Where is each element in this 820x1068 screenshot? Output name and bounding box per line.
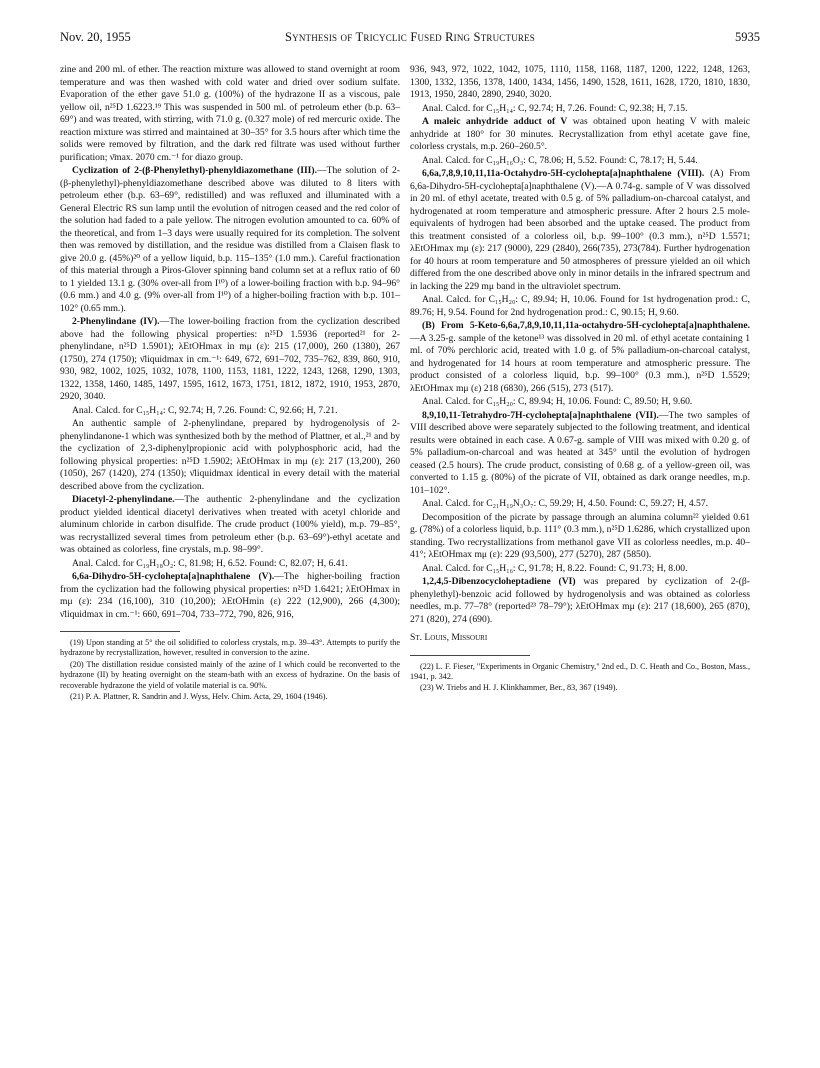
paragraph <box>60 165 400 315</box>
paragraph <box>60 571 400 621</box>
header-title: Synthesis of Tricyclic Fused Ring Structures <box>284 30 536 44</box>
paragraph: An authentic sample of 2-phenylindane, prepared by hydrogenolysis of 2-phenylindanone-1 which was synthesized both by the method of Plattner, et al.,²¹ and by the cyclization of 2,3-diphenylpropionic acid with polyphosphoric acid, had the following physical properties: n²⁵D 1.5902; λEtOHmax in mμ (ε): 217 (13,200), 260 (1050), 267 (1420), 274 (1350); ν̄liquidmax identical in every detail with the material described above from the cyclization. <box>60 418 400 492</box>
footnote: (19) Upon standing at 5° the oil solidified to colorless crystals, m.p. 39–43°. Attempts to purify the hydrazone by recrystallization, however, resulted in conversion to the azine. <box>60 638 400 658</box>
analysis-line: Anal. Calcd. for C₂₁H₁₉N₃O₇: C, 59.29; H, 4.50. Found: C, 59.27; H, 4.57. <box>422 498 709 509</box>
paragraph-body: was obtained upon heating V with maleic anhydride at 180° for 30 minutes. Recrystallization from ethyl acetate gave fine, colorless crystals, m.p. 260–260.5°. <box>410 116 750 152</box>
section-heading: 1,2,4,5-Dibenzocycloheptadiene (VI) <box>422 576 576 587</box>
paragraph <box>60 316 400 404</box>
page-number: 5935 <box>735 30 760 44</box>
paragraph <box>60 494 400 557</box>
section-heading: Diacetyl-2-phenylindane. <box>72 494 175 505</box>
paragraph-body: —The two samples of VIII described above were separately subjected to the following treatment, and identical results were obtained in each case. A 0.67-g. sample of VIII was mixed with 0.20 g. of 5% palladium-on-charcoal and was heated at 345° until the evolution of hydrogen ceased (2.5 hours). The crude product, consisting of 0.68 g. of a yellow-green oil, was converted to 1.15 g. (80%) of the picrate of VII, obtained as dark orange needles, m.p. 101–102°. <box>410 409 751 496</box>
paragraph-body: —A 3.25-g. sample of the ketone¹³ was dissolved in 20 ml. of ethyl acetate containing 1 ml. of 70% perchloric acid, treated with 1.0 g. of 5% palladium-on-charcoal catalyst, and hydrogenated for 14 hours at room temperature and atmospheric pressure. The product consisted of a colorless liquid, b.p. 99–100° (0.3 mm.), n²⁵D 1.5529; λEtOHmax mμ (ε) 218 (6830), 266 (515), 273 (517). <box>410 332 750 394</box>
right-column <box>410 64 750 695</box>
footnote: (20) The distillation residue consisted mainly of the azine of I which could be reconverted to the hydrazone (II) by heating overnight on the steam-bath with an excess of hydrazine. On the basis of recoverable hydrazone the yield of volatile material is ca. 90%. <box>60 659 400 690</box>
paragraph-body: (A) From 6,6a-Dihydro-5H-cyclohepta[a]naphthalene (V).—A 0.74-g. sample of V was dissolved in 20 ml. of ethyl acetate, treated with 0.5 g. of 5% palladium-on-charcoal catalyst, and hydrogenated at room temperature and atmospheric pressure. After 2 hours 2.5 mole-equivalents of hydrogen had been absorbed and the uptake ceased. The product from this treatment consisted of a colorless oil, b.p. 99–100° (0.3 mm.), n²⁵D 1.5571; λEtOHmax mμ (ε): 217 (9000), 229 (2840), 266(735), 273(784). Further hydrogenation for 40 hours at room temperature and 50 atmospheres of pressure yielded an oil which differed from the one described above only in minor details in the infrared spectrum and in lacking the 229 mμ band in the ultraviolet spectrum. <box>410 168 751 292</box>
section-heading: (B) From 5-Keto-6,6a,7,8,9,10,11,11a-octahydro-5H-cyclohepta[a]naphthalene. <box>422 320 750 331</box>
footnotes-left <box>60 638 400 702</box>
paragraph: zine and 200 ml. of ether. The reaction mixture was allowed to stand overnight at room temperature and was then washed with cold water and dried over sodium sulfate. Evaporation of the ether gave 51.0 g. (100%) of the hydrazone II as a viscous, pale yellow oil, n²⁵D 1.6223.¹⁹ This was suspended in 500 ml. of petroleum ether (b.p. 63–69°) and was treated, with stirring, with 71.0 g. (0.327 mole) of red mercuric oxide. The reaction mixture was stirred and maintained at 30–35° for 3.5 hours after which time the solids were removed by filtration, and the dark red filtrate was used without further purification; ν̄max. 2070 cm.⁻¹ for diazo group. <box>60 64 400 163</box>
section-heading: Cyclization of 2-(β-Phenylethyl)-phenyldiazomethane (III). <box>72 165 317 176</box>
section-heading: 6,6a,7,8,9,10,11,11a-Octahydro-5H-cyclohepta[a]naphthalene (VIII). <box>422 168 705 179</box>
paragraph: Decomposition of the picrate by passage through an alumina column²² yielded 0.61 g. (78%) of a colorless liquid, b.p. 111° (0.3 mm.), n²⁵D 1.6286, which crystallized upon standing. Two recrystallizations from methanol gave VII as colorless needles, m.p. 40–41°; λEtOHmax mμ (ε): 229 (93,500), 277 (5270), 287 (5850). <box>410 511 750 560</box>
footnote: (21) P. A. Plattner, R. Sandrin and J. Wyss, Helv. Chim. Acta, 29, 1604 (1946). <box>70 692 328 702</box>
paragraph-body: —The solution of 2-(β-phenylethyl)-phenyldiazomethane described above was diluted to 8 liters with petroleum ether (b.p. 63–69°, redistilled) and was refluxed and illuminated with a General Electric RS sun lamp until the evolution of nitrogen ceased and the red color of the solution had faded to a pale yellow. The nitrogen evolution amounted to ca. 60% of the theoretical, and from 1–3 days were usually required for its completion. The solvent then was removed by distillation, and the residue was distilled from a Claisen flask to give 20.0 g. (45%)²⁰ of a yellow liquid, b.p. 115–135° (1.0 mm.). Careful fractionation of this material through a Piros-Glover spinning band column set at a reflux ratio of 60 to 1 yielded 13.1 g. (30% over-all from I¹⁰) of a lower-boiling fraction with b.p. 94–96° (0.6 mm.) and 4.0 g. (9% over-all from I¹⁰) of a higher-boiling fraction with b.p. 101–102° (0.65 mm.). <box>60 165 400 314</box>
section-heading: A maleic anhydride adduct of V <box>422 116 568 127</box>
paragraph-body: —The higher-boiling fraction from the cyclization had the following physical properties: n²⁵D 1.6421; λEtOHmax in mμ (ε): 234 (16,100), 310 (10,200); λEtOHmin (ε) 222 (12,900), 266 (4,300); ν̄liquidmax in cm.⁻¹: 660, 691–704, 733–772, 790, 826, 916, <box>60 571 400 620</box>
section-heading: 8,9,10,11-Tetrahydro-7H-cyclohepta[a]naphthalene (VII). <box>422 409 659 421</box>
footnotes-right <box>410 662 750 694</box>
analysis-line: Anal. Calcd. for C₁₉H₁₆O₃: C, 78.06; H, 5.52. Found: C, 78.17; H, 5.44. <box>422 154 698 166</box>
section-heading: 6,6a-Dihydro-5H-cyclohepta[a]naphthalene (V). <box>72 571 275 582</box>
footnote: (23) W. Triebs and H. J. Klinkhammer, Ber., 83, 367 (1949). <box>420 683 618 693</box>
left-column <box>60 64 400 703</box>
paragraph: 936, 943, 972, 1022, 1042, 1075, 1110, 1158, 1168, 1187, 1200, 1222, 1248, 1263, 1300, 1332, 1356, 1378, 1400, 1434, 1456, 1490, 1528, 1611, 1628, 1720, 1810, 1830, 1913, 1950, 2840, 2890, 2940, 3020. <box>410 64 750 100</box>
paragraph <box>410 320 750 395</box>
header-date: Nov. 20, 1955 <box>60 30 131 44</box>
paragraph <box>410 410 750 498</box>
analysis-line: Anal. Calcd. for C₁₅H₁₄: C, 92.74; H, 7.26. Found: C, 92.38; H, 7.15. <box>422 102 688 114</box>
footnote-divider <box>410 655 530 656</box>
paragraph-body: —The authentic 2-phenylindane and the cyclization product yielded identical diacetyl derivatives when treated with acetyl chloride and aluminum chloride in carbon disulfide. The crude product (100% yield), m.p. 79–85°, was recrystallized several times from petroleum ether (b.p. 63–69°)-ethyl acetate and was obtained as colorless, fine crystals, m.p. 98–99°. <box>60 494 400 555</box>
paragraph-body: —The lower-boiling fraction from the cyclization described above had the following physical properties: n²⁵D 1.5936 (reported²¹ for 2-phenylindane, n²⁵D 1.5901); λEtOHmax in mμ (ε): 215 (17,000), 260 (1380), 267 (1750), 274 (1750); ν̄liquidmax in cm.⁻¹: 649, 672, 691–702, 735–762, 839, 860, 910, 930, 982, 1002, 1025, 1032, 1078, 1100, 1153, 1181, 1222, 1243, 1268, 1290, 1303, 1322, 1358, 1460, 1485, 1497, 1595, 1612, 1673, 1751, 1812, 1872, 1910, 1953, 2870, 2920, 3040. <box>60 316 400 402</box>
analysis-line: Anal. Calcd. for C₁₅H₁₄: C, 92.74; H, 7.26. Found: C, 92.66; H, 7.21. <box>72 404 338 416</box>
analysis-line: Anal. Calcd. for C₁₅H₁₆: C, 91.78; H, 8.22. Found: C, 91.73; H, 8.00. <box>422 562 688 574</box>
footnote-divider <box>60 631 180 632</box>
institution-location: St. Louis, Missouri <box>410 632 488 643</box>
analysis-line: Anal. Calcd. for C₁₅H₂₀: C, 89.94; H, 10.06. Found: C, 89.50; H, 9.60. <box>422 396 693 407</box>
section-heading: 2-Phenylindane (IV). <box>72 316 160 327</box>
paragraph-body: was prepared by cyclization of 2-(β-phenylethyl)-benzoic acid followed by hydrogenolysis and was obtained as colorless needles, m.p. 77–78° (reported²³ 78–79°); λEtOHmax mμ (ε): 217 (18,600), 265 (870), 271 (820), 274 (690). <box>410 576 750 625</box>
paragraph <box>410 576 750 626</box>
paragraph <box>410 116 750 154</box>
analysis-line: Anal. Calcd. for C₁₉H₁₈O₂: C, 81.98; H, 6.52. Found: C, 82.07; H, 6.41. <box>72 557 348 569</box>
analysis-line: Anal. Calcd. for C₁₅H₂₀: C, 89.94; H, 10.06. Found for 1st hydrogenation prod.: C, 89.76; H, 9.54. Found for 2nd hydrogenation prod.: C, 90.15; H, 9.60. <box>410 294 750 318</box>
footnote: (22) L. F. Fieser, "Experiments in Organic Chemistry," 2nd ed., D. C. Heath and Co., Boston, Mass., 1941, p. 342. <box>410 661 750 681</box>
running-header <box>60 30 760 48</box>
paragraph <box>410 168 750 293</box>
